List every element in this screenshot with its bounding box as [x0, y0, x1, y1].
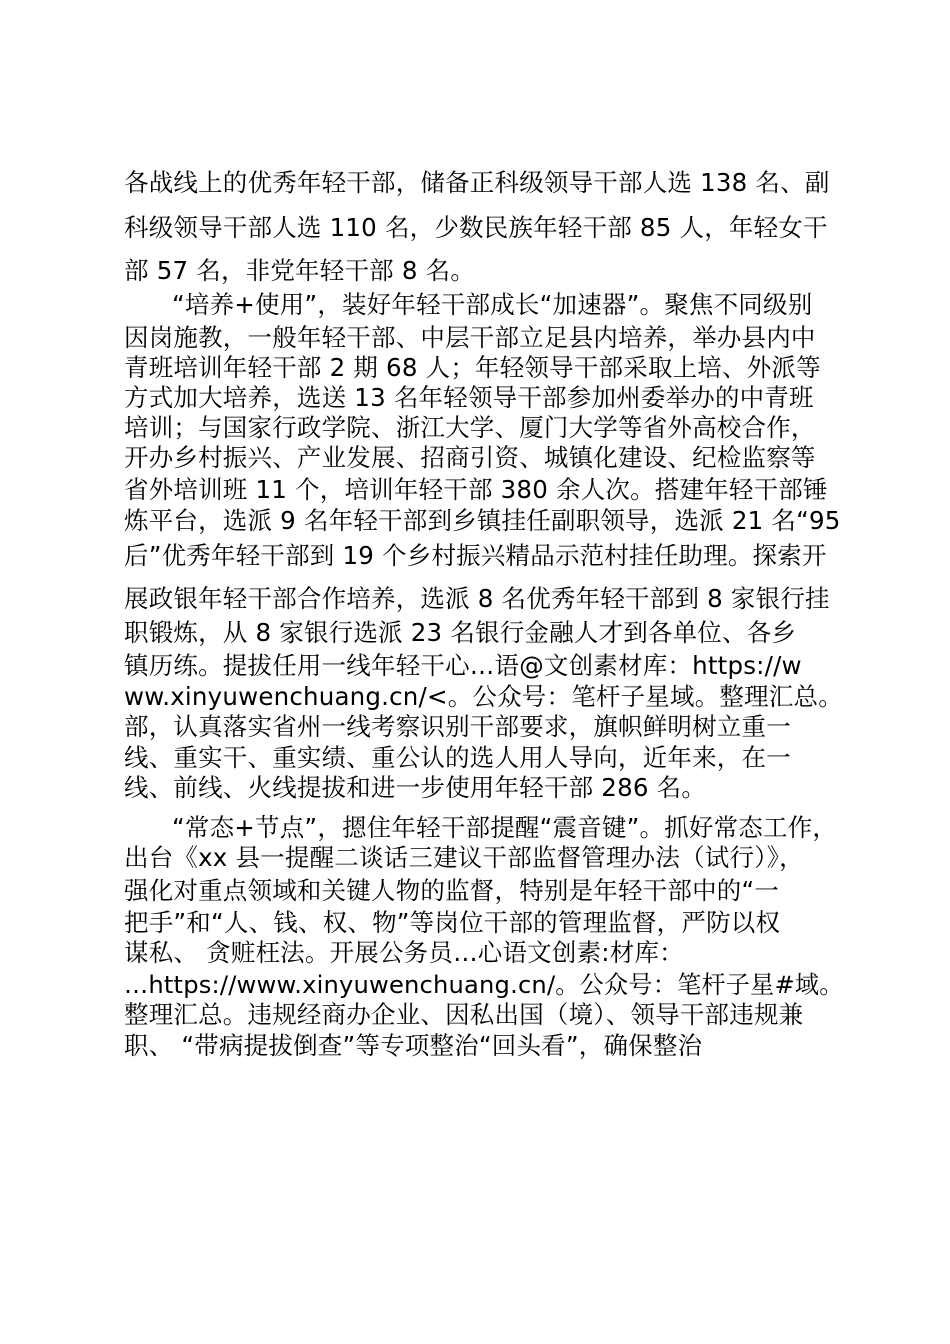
paragraph-1-line-2: 科级领导干部人选 110 名，少数民族年轻干部 85 人，年轻女干 — [124, 213, 828, 242]
paragraph-2-line-14: 部，认真落实省州一线考察识别干部要求，旗帜鲜明树立重一 — [124, 712, 791, 741]
paragraph-3-line-8: 职、 “带病提拔倒查”等专项整治“回头看”，确保整治 — [124, 1031, 703, 1060]
paragraph-3-line-2: 出台《xx 县一提醒二谈话三建议干部监督管理办法（试行）》， — [124, 843, 804, 872]
paragraph-2-line-2: 因岗施教，一般年轻干部、中层干部立足县内培养，举办县内中 — [124, 323, 816, 352]
paragraph-2-line-3: 青班培训年轻干部 2 期 68 人；年轻领导干部采取上培、外派等 — [124, 353, 821, 382]
paragraph-2-line-4: 方式加大培养，选送 13 名年轻领导干部参加州委举办的中青班 — [124, 383, 814, 412]
paragraph-3-line-3: 强化对重点领域和关键人物的监督，特别是年轻干部中的“一 — [124, 876, 780, 905]
paragraph-3-line-6: …https://www.xinyuwenchuang.cn/。公众号：笔杆子星#域。 — [124, 971, 844, 999]
paragraph-2-line-8: 炼平台，选派 9 名年轻干部到乡镇挂任副职领导，选派 21 名“95 — [124, 506, 841, 535]
paragraph-2-line-6: 开办乡村振兴、产业发展、招商引资、城镇化建设、纪检监察等 — [124, 443, 816, 472]
paragraph-2-line-16: 线、前线、火线提拔和进一步使用年轻干部 286 名。 — [124, 773, 707, 802]
paragraph-2-line-10: 展政银年轻干部合作培养，选派 8 名优秀年轻干部到 8 家银行挂 — [124, 584, 830, 613]
paragraph-3-line-1: “常态+节点”，摁住年轻干部提醒“震音键”。抓好常态工作， — [172, 813, 838, 842]
paragraph-3-line-5: 谋私、 贪赃枉法。开展公务员…心语文创素:材库： — [124, 938, 684, 967]
paragraph-1-line-1: 各战线上的优秀年轻干部，储备正科级领导干部人选 138 名、副 — [124, 168, 830, 197]
paragraph-2-line-13: ww.xinyuwenchuang.cn/<。公众号：笔杆子星域。整理汇总。 — [124, 682, 843, 711]
paragraph-2-line-15: 线、重实干、重实绩、重公认的选人用人导向，近年来，在一 — [124, 743, 791, 772]
paragraph-3-line-7: 整理汇总。违规经商办企业、因私出国（境）、领导干部违规兼 — [124, 1000, 804, 1029]
paragraph-2-line-7: 省外培训班 11 个，培训年轻干部 380 余人次。搭建年轻干部锤 — [124, 475, 828, 504]
paragraph-3-line-4: 把手”和“人、钱、权、物”等岗位干部的管理监督，严防以权 — [124, 908, 781, 937]
paragraph-1-line-3: 部 57 名，非党年轻干部 8 名。 — [124, 256, 476, 285]
paragraph-2-line-9: 后”优秀年轻干部到 19 个乡村振兴精品示范村挂任助理。探索开 — [124, 541, 827, 570]
paragraph-2-line-11: 职锻炼，从 8 家银行选派 23 名银行金融人才到各单位、各乡 — [124, 618, 797, 647]
paragraph-2-line-12: 镇历练。提拔任用一线年轻干心…语@文创素材库：https://w — [124, 651, 802, 680]
paragraph-2-line-1: “培养+使用”，装好年轻干部成长“加速器”。聚焦不同级别 — [172, 290, 813, 319]
paragraph-2-line-5: 培训；与国家行政学院、浙江大学、厦门大学等省外高校合作， — [124, 413, 816, 442]
